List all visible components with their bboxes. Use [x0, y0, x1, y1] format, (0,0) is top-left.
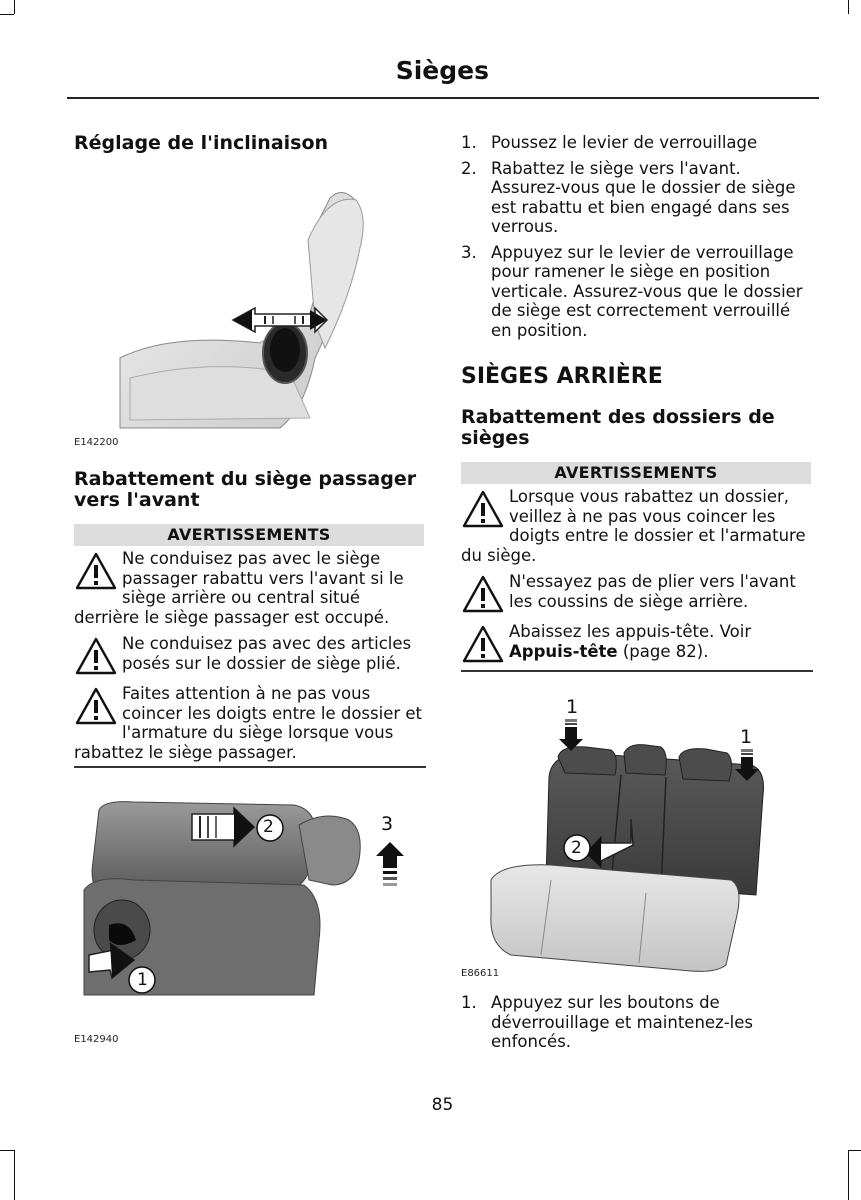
warning-icon — [461, 489, 505, 529]
section-heading-passenger-fold: Rabattement du siège passager vers l'avant — [74, 468, 417, 511]
list-item — [461, 243, 813, 341]
warning-text: N'essayez pas de plier vers l'avant les coussins de siège arrière. — [509, 572, 796, 611]
warning-icon — [74, 686, 118, 726]
callout-label-1-left: 1 — [566, 696, 579, 718]
warning-icon — [74, 551, 118, 591]
crop-mark — [848, 1150, 849, 1200]
step-text: Poussez le levier de verrouillage — [491, 133, 758, 152]
title-rule — [67, 97, 819, 99]
crop-mark — [0, 1150, 14, 1151]
page-number: 85 — [431, 1095, 454, 1115]
warning-text: Ne conduisez pas avec le siège passager rabattu vers l'avant si le siège arrière ou central situé derrière le siège passager est occupé. — [74, 549, 404, 627]
warning-item — [461, 572, 813, 614]
section-heading-fold-backrests: Rabattement des dossiers de sièges — [461, 406, 775, 449]
callout-label-2: 2 — [263, 817, 274, 837]
step-number: 1. — [461, 133, 477, 152]
step-text: Rabattez le siège vers l'avant. Assurez-vous que le dossier de siège est rabattu et bien engagé dans ses verrous. — [491, 158, 796, 236]
list-item — [461, 159, 813, 237]
figure-code: E86611 — [461, 968, 500, 979]
procedure-steps — [461, 133, 813, 346]
cross-reference-link[interactable]: Appuis-tête — [509, 641, 618, 661]
callout-label-2: 2 — [571, 838, 582, 858]
step-text: Appuyez sur le levier de verrouillage pour ramener le siège en position verticale. Assurez-vous que le dossier de siège est correctement verrouillé en position. — [491, 242, 803, 340]
page-title: Sièges — [395, 56, 489, 85]
list-item — [461, 993, 813, 1052]
warnings-header: AVERTISSEMENTS — [461, 462, 811, 484]
warning-item — [461, 487, 813, 565]
passenger-seat-fold-illustration — [74, 800, 426, 1000]
figure-code: E142200 — [74, 437, 119, 448]
step-text: Appuyez sur les boutons de déverrouillage et maintenez-les enfoncés. — [491, 993, 754, 1051]
warnings-header: AVERTISSEMENTS — [74, 524, 424, 546]
crop-mark — [14, 1150, 15, 1200]
callout-label-1-right: 1 — [740, 726, 753, 748]
step-number: 1. — [461, 993, 477, 1012]
section-heading-recline: Réglage de l'inclinaison — [74, 132, 329, 154]
warning-item — [74, 684, 426, 762]
warning-icon — [461, 624, 505, 664]
crop-mark — [848, 0, 849, 14]
crop-mark — [848, 1150, 861, 1151]
seat-recline-illustration — [110, 158, 380, 448]
warning-text-prefix: Abaissez les appuis-tête. Voir — [509, 622, 752, 641]
warning-text-suffix: (page 82). — [617, 641, 709, 661]
warning-text: Faites attention à ne pas vous coincer les doigts entre le dossier et l'armature du siège lorsque vous rabattez le siège passager. — [74, 684, 422, 762]
warning-item — [74, 634, 426, 676]
crop-mark — [0, 14, 14, 15]
crop-mark — [14, 0, 15, 14]
warning-item — [461, 622, 813, 664]
warning-icon — [74, 636, 118, 676]
section-rule — [461, 670, 813, 672]
callout-label-3: 3 — [381, 813, 394, 835]
section-heading-rear-seats: SIÈGES ARRIÈRE — [461, 364, 663, 389]
step-number: 3. — [461, 242, 477, 262]
warning-text: Lorsque vous rabattez un dossier, veillez à ne pas vous coincer les doigts entre le dossier et l'armature du siège. — [461, 487, 806, 565]
callout-label-1: 1 — [137, 970, 148, 990]
step-number: 2. — [461, 158, 477, 178]
figure-code: E142940 — [74, 1034, 119, 1045]
warning-text: Ne conduisez pas avec des articles posés sur le dossier de siège plié. — [122, 634, 412, 673]
section-rule — [74, 766, 426, 768]
procedure-steps-rear — [461, 993, 813, 1058]
rear-seat-fold-illustration — [461, 695, 813, 977]
warning-item — [74, 549, 426, 627]
list-item — [461, 133, 813, 153]
warning-icon — [461, 574, 505, 614]
